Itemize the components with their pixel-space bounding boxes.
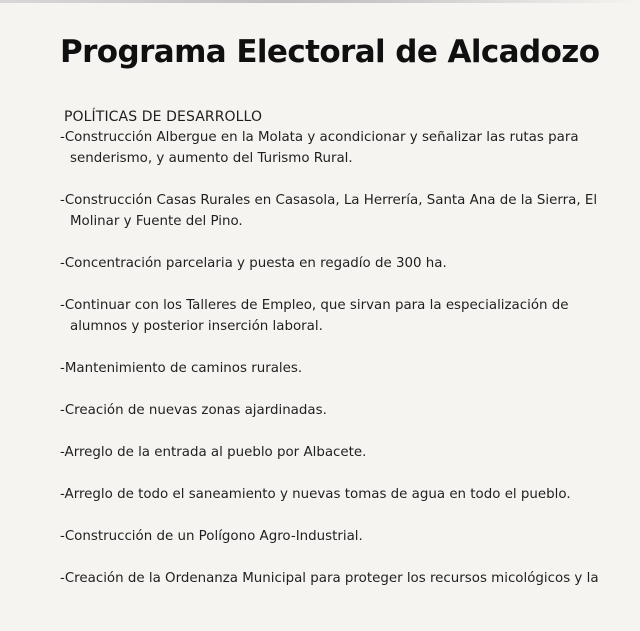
policy-item-saneamiento: -Arreglo de todo el saneamiento y nuevas tomas de agua en todo el pueblo. [60, 487, 571, 502]
policy-list [60, 127, 620, 610]
policy-item-ordenanza-micologica: -Creación de la Ordenanza Municipal para proteger los recursos micológicos y la [60, 571, 599, 586]
policy-item-poligono: -Construcción de un Polígono Agro-Industrial. [60, 529, 363, 544]
page-title: Programa Electoral de Alcadozo [60, 34, 600, 70]
section-heading: POLÍTICAS DE DESARROLLO [64, 109, 263, 125]
policy-item-talleres-empleo: -Continuar con los Talleres de Empleo, que sirvan para la especialización de alumnos y posterior inserción laboral. [60, 298, 569, 334]
policy-item-albergue: -Construcción Albergue en la Molata y acondicionar y señalizar las rutas para senderismo, y aumento del Turismo Rural. [60, 130, 579, 166]
policy-item-caminos-rurales: -Mantenimiento de caminos rurales. [60, 361, 303, 376]
policy-item-entrada-pueblo: -Arreglo de la entrada al pueblo por Albacete. [60, 445, 367, 460]
policy-item-zonas-ajardinadas: -Creación de nuevas zonas ajardinadas. [60, 403, 327, 418]
policy-item-concentracion-parcelaria: -Concentración parcelaria y puesta en regadío de 300 ha. [60, 256, 447, 271]
policy-item-casas-rurales: -Construcción Casas Rurales en Casasola, La Herrería, Santa Ana de la Sierra, El Molinar y Fuente del Pino. [60, 193, 598, 229]
